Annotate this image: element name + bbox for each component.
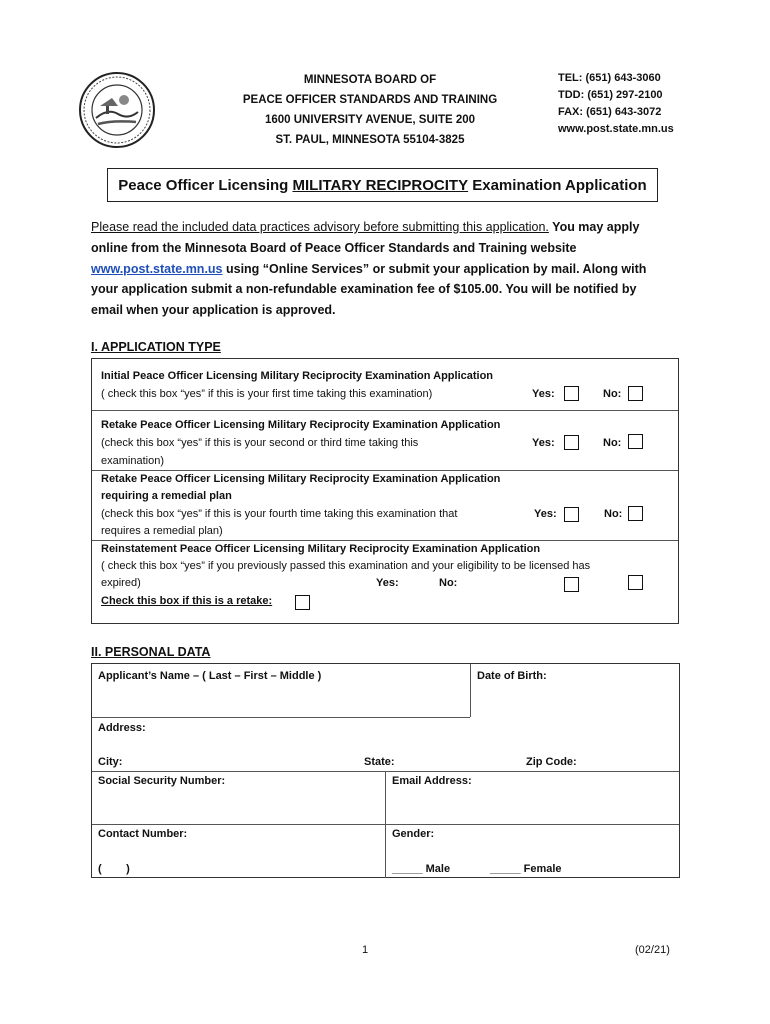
cell-divider [92, 717, 470, 718]
intro-text-1: You may apply online from the Minnesota Board of Peace Officer Standards and Training website [91, 220, 640, 255]
no-label: No: [604, 508, 623, 520]
row-divider [92, 410, 678, 411]
applicant-name-label: Applicant’s Name – ( Last – First – Middle ) [98, 670, 322, 682]
agency-city: ST. PAUL, MINNESOTA 55104-3825 [275, 134, 465, 146]
agency-name-line1: MINNESOTA BOARD OF [303, 74, 437, 86]
agency-website: www.post.state.mn.us [558, 123, 674, 135]
intro-text-2: using “Online Services” or submit your application by mail. Along with your application submit a non-refundable examination fee of $105.00. You will be notified by email when your application is approved. [91, 261, 647, 318]
row-title: Initial Peace Officer Licensing Military Reciprocity Examination Application [101, 370, 494, 382]
agency-address-block [232, 70, 508, 150]
initial-yes-checkbox[interactable] [564, 386, 579, 401]
state-seal-logo [78, 70, 156, 150]
cell-divider [92, 824, 679, 825]
row-title-line1: Retake Peace Officer Licensing Military Reciprocity Examination Application [101, 473, 501, 485]
email-address-label: Email Address: [392, 775, 472, 787]
remedial-no-checkbox[interactable] [628, 506, 643, 521]
personal-data-table [91, 663, 680, 878]
page-number: 1 [362, 944, 369, 956]
yes-label: Yes: [376, 577, 399, 589]
form-revision-date: (02/21) [635, 944, 670, 956]
agency-fax: FAX: (651) 643-3072 [558, 106, 662, 118]
address-label: Address: [98, 722, 146, 734]
form-title-emph: MILITARY RECIPROCITY [292, 176, 469, 194]
application-type-row-remedial [92, 471, 678, 541]
cell-divider [470, 664, 471, 717]
agency-contact-block [558, 70, 674, 138]
form-title-pre: Peace Officer Licensing [118, 176, 293, 194]
intro-paragraph [91, 217, 666, 321]
ssn-label: Social Security Number: [98, 775, 226, 787]
state-label: State: [364, 756, 395, 768]
reinstatement-retake-checkbox[interactable] [295, 595, 310, 610]
form-title [107, 168, 658, 202]
row-title: Reinstatement Peace Officer Licensing Military Reciprocity Examination Application [101, 543, 541, 555]
agency-tdd: TDD: (651) 297-2100 [558, 89, 663, 101]
date-of-birth-label: Date of Birth: [477, 670, 547, 682]
application-type-row-retake [92, 417, 678, 469]
gender-label: Gender: [392, 828, 435, 840]
contact-number-field[interactable]: ( ) [98, 863, 130, 875]
remedial-yes-checkbox[interactable] [564, 507, 579, 522]
gender-male-option[interactable]: _____ Male [392, 863, 451, 875]
row-desc-line1: (check this box “yes” if this is your fourth time taking this examination that [101, 508, 458, 520]
application-type-table [91, 358, 679, 624]
city-label: City: [98, 756, 123, 768]
yes-label: Yes: [532, 388, 555, 400]
agency-tel: TEL: (651) 643-3060 [558, 72, 661, 84]
reinstatement-yes-checkbox[interactable] [564, 577, 579, 592]
row-title-line2: requiring a remedial plan [101, 490, 232, 502]
retake-check-label: Check this box if this is a retake: [101, 595, 273, 607]
section-application-type-title: I. APPLICATION TYPE [91, 340, 221, 354]
website-link[interactable]: www.post.state.mn.us [91, 261, 223, 276]
retake-no-checkbox[interactable] [628, 434, 643, 449]
row-title: Retake Peace Officer Licensing Military Reciprocity Examination Application [101, 419, 501, 431]
no-label: No: [439, 577, 458, 589]
yes-label: Yes: [534, 508, 557, 520]
yes-label: Yes: [532, 437, 555, 449]
zip-code-label: Zip Code: [526, 756, 577, 768]
row-desc-line2: examination) [101, 455, 164, 467]
retake-yes-checkbox[interactable] [564, 435, 579, 450]
no-label: No: [603, 437, 622, 449]
agency-name-line2: PEACE OFFICER STANDARDS AND TRAINING [242, 94, 498, 106]
reinstatement-no-checkbox[interactable] [628, 575, 643, 590]
application-type-row-initial [92, 368, 678, 416]
row-desc: ( check this box “yes” if this is your first time taking this examination) [101, 388, 433, 400]
gender-female-option[interactable]: _____ Female [490, 863, 562, 875]
data-practices-notice: Please read the included data practices advisory before submitting this application. [91, 220, 549, 234]
section-personal-data-title: II. PERSONAL DATA [91, 645, 211, 659]
agency-street: 1600 UNIVERSITY AVENUE, SUITE 200 [264, 114, 476, 126]
application-type-row-reinstatement [92, 541, 678, 621]
row-desc-line2: expired) [101, 577, 141, 589]
row-desc-line2: requires a remedial plan) [101, 525, 223, 537]
no-label: No: [603, 388, 622, 400]
row-desc-line1: ( check this box “yes” if you previously passed this examination and your eligibility to be licensed has [101, 560, 591, 572]
contact-number-label: Contact Number: [98, 828, 188, 840]
form-title-post: Examination Application [468, 176, 647, 194]
initial-no-checkbox[interactable] [628, 386, 643, 401]
row-desc-line1: (check this box “yes” if this is your second or third time taking this [101, 437, 419, 449]
